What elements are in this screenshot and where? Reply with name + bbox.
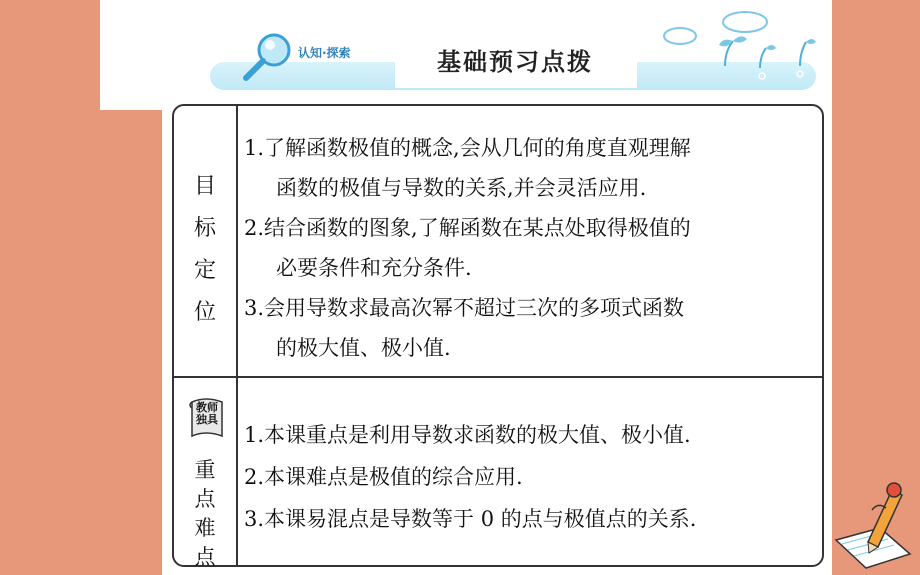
goal-line: 3.会用导数求最高次幂不超过三次的多项式函数 <box>244 296 685 320</box>
goal-line: 1.了解函数极值的概念,会从几何的角度直观理解 <box>244 136 691 160</box>
objectives-table <box>172 104 824 567</box>
magnifier-icon <box>240 30 300 84</box>
goal-line: 2.结合函数的图象,了解函数在某点处取得极值的 <box>244 216 691 240</box>
key-points-list <box>244 414 822 540</box>
clouds-sprouts-decoration <box>650 6 820 96</box>
teacher-badge: 教师 独具 <box>196 401 218 426</box>
goals-list <box>244 128 822 368</box>
table-horizontal-divider <box>174 376 822 378</box>
banner-title: 基础预习点拨 <box>437 48 593 76</box>
table-vertical-divider <box>236 106 238 565</box>
goal-line: 必要条件和充分条件. <box>276 256 472 280</box>
key-point-line: 1.本课重点是利用导数求函数的极大值、极小值. <box>244 423 691 447</box>
section-label-goals: 目 标 定 位 <box>193 174 216 325</box>
key-point-line: 2.本课难点是极值的综合应用. <box>244 465 523 489</box>
key-point-line: 3.本课易混点是导数等于 0 的点与极值点的关系. <box>244 507 697 531</box>
goal-line: 的极大值、极小值. <box>276 336 451 360</box>
section-label-key-points: 重 点 难 点 <box>194 458 216 569</box>
goal-line: 函数的极值与导数的关系,并会灵活应用. <box>276 176 647 200</box>
pencil-notebook-icon <box>828 478 918 573</box>
banner-subtitle: 认知·探索 <box>298 46 351 60</box>
